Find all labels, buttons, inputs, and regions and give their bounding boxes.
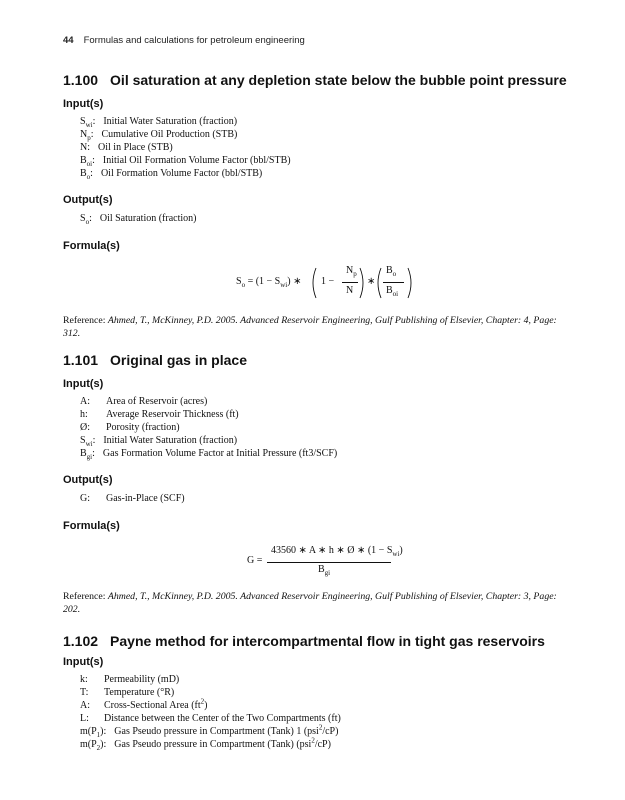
fraction-bar	[342, 282, 358, 283]
input-item: $B_{gi}$: Gas Formation Volume Factor at Initial Pressure (ft3/SCF)	[80, 448, 338, 461]
fraction-numerator: 43560 ∗ A ∗ h ∗ Ø ∗ $(1 - S_{wi})$	[271, 545, 403, 558]
input-item: Ø: Porosity (fraction)	[80, 422, 180, 433]
section-title-1-102	[63, 633, 545, 649]
input-item: L: Distance between the Center of the Two Compartments (ft)	[80, 713, 341, 724]
outputs-list-1-100	[80, 212, 196, 225]
outputs-heading: Output(s)	[63, 194, 113, 206]
inputs-heading: Input(s)	[63, 378, 104, 390]
input-item: A: Cross-Sectional Area $(ft^2)$	[80, 697, 208, 711]
inputs-heading: Input(s)	[63, 656, 104, 668]
fraction-denominator: $B_{gi}$	[318, 564, 331, 577]
fraction-boi-denominator: $B_{oi}$	[386, 285, 399, 298]
inputs-heading: Input(s)	[63, 98, 104, 110]
formula-times: ∗	[367, 276, 376, 287]
inputs-list-1-101	[80, 395, 337, 460]
input-item: $B_o$: Oil Formation Volume Factor (bbl/STB)	[80, 168, 263, 181]
input-item: $m(P_2)$: Gas Pseudo pressure in Compartment (Tank) (psi$^2$/cP)	[80, 736, 331, 752]
input-item: T: Temperature (°R)	[80, 687, 175, 698]
section-title-text: Original gas in place	[110, 352, 247, 368]
formula-lhs: $S_o = (1 - S_{wi})$ ∗	[236, 276, 302, 289]
input-item: A: Area of Reservoir (acres)	[80, 396, 208, 407]
output-item: $S_o$: Oil Saturation (fraction)	[80, 213, 197, 226]
input-item: k: Permeability (mD)	[80, 674, 180, 685]
fraction-n-denominator: N	[346, 285, 354, 296]
section-title-text: Payne method for intercompartmental flow in tight gas reservoirs	[110, 633, 545, 649]
formula-one-minus: 1 −	[321, 276, 335, 287]
formula-heading: Formula(s)	[63, 520, 120, 532]
input-item: h: Average Reservoir Thickness (ft)	[80, 409, 239, 420]
page-number: 44	[63, 35, 74, 46]
input-item: $S_{wi}$: Initial Water Saturation (fraction)	[80, 435, 238, 448]
fraction-bar	[383, 282, 404, 283]
input-item: N: Oil in Place (STB)	[80, 142, 173, 153]
section-title-text: Oil saturation at any depletion state below the bubble point pressure	[110, 72, 567, 88]
outputs-heading: Output(s)	[63, 474, 113, 486]
running-head	[63, 35, 305, 46]
input-item: $B_{oi}$: Initial Oil Formation Volume Factor (bbl/STB)	[80, 155, 291, 168]
running-head-title: Formulas and calculations for petroleum engineering	[83, 35, 305, 46]
inputs-list-1-100	[80, 115, 291, 180]
outputs-list-1-101	[80, 492, 185, 505]
reference-1-101: Reference: Ahmed, T., McKinney, P.D. 2005. Advanced Reservoir Engineering, Gulf Publishing of Elsevier, Chapter: 3, Page: 202.	[63, 591, 557, 615]
input-item: $S_{wi}$: Initial Water Saturation (fraction)	[80, 116, 238, 129]
input-item: $N_p$: Cumulative Oil Production (STB)	[80, 129, 238, 142]
input-item: $m(P_1)$: Gas Pseudo pressure in Compartment (Tank) 1 (psi$^2$/cP)	[80, 723, 339, 739]
fraction-bar	[267, 562, 391, 563]
reference-1-100: Reference: Ahmed, T., McKinney, P.D. 2005. Advanced Reservoir Engineering, Gulf Publishing of Elsevier, Chapter: 4, Page: 312.	[63, 315, 557, 339]
section-number: 1.102	[63, 633, 99, 649]
formula-lhs: G =	[247, 555, 263, 566]
output-item: G: Gas-in-Place (SCF)	[80, 493, 185, 504]
formula-heading: Formula(s)	[63, 240, 120, 252]
fraction-np-numerator: $N_p$	[346, 265, 357, 278]
section-title-1-101	[63, 352, 247, 368]
section-number: 1.100	[63, 72, 99, 88]
fraction-bo-numerator: $B_o$	[386, 265, 397, 278]
inputs-list-1-102	[80, 673, 341, 751]
section-number: 1.101	[63, 352, 99, 368]
section-title-1-100	[63, 72, 567, 88]
